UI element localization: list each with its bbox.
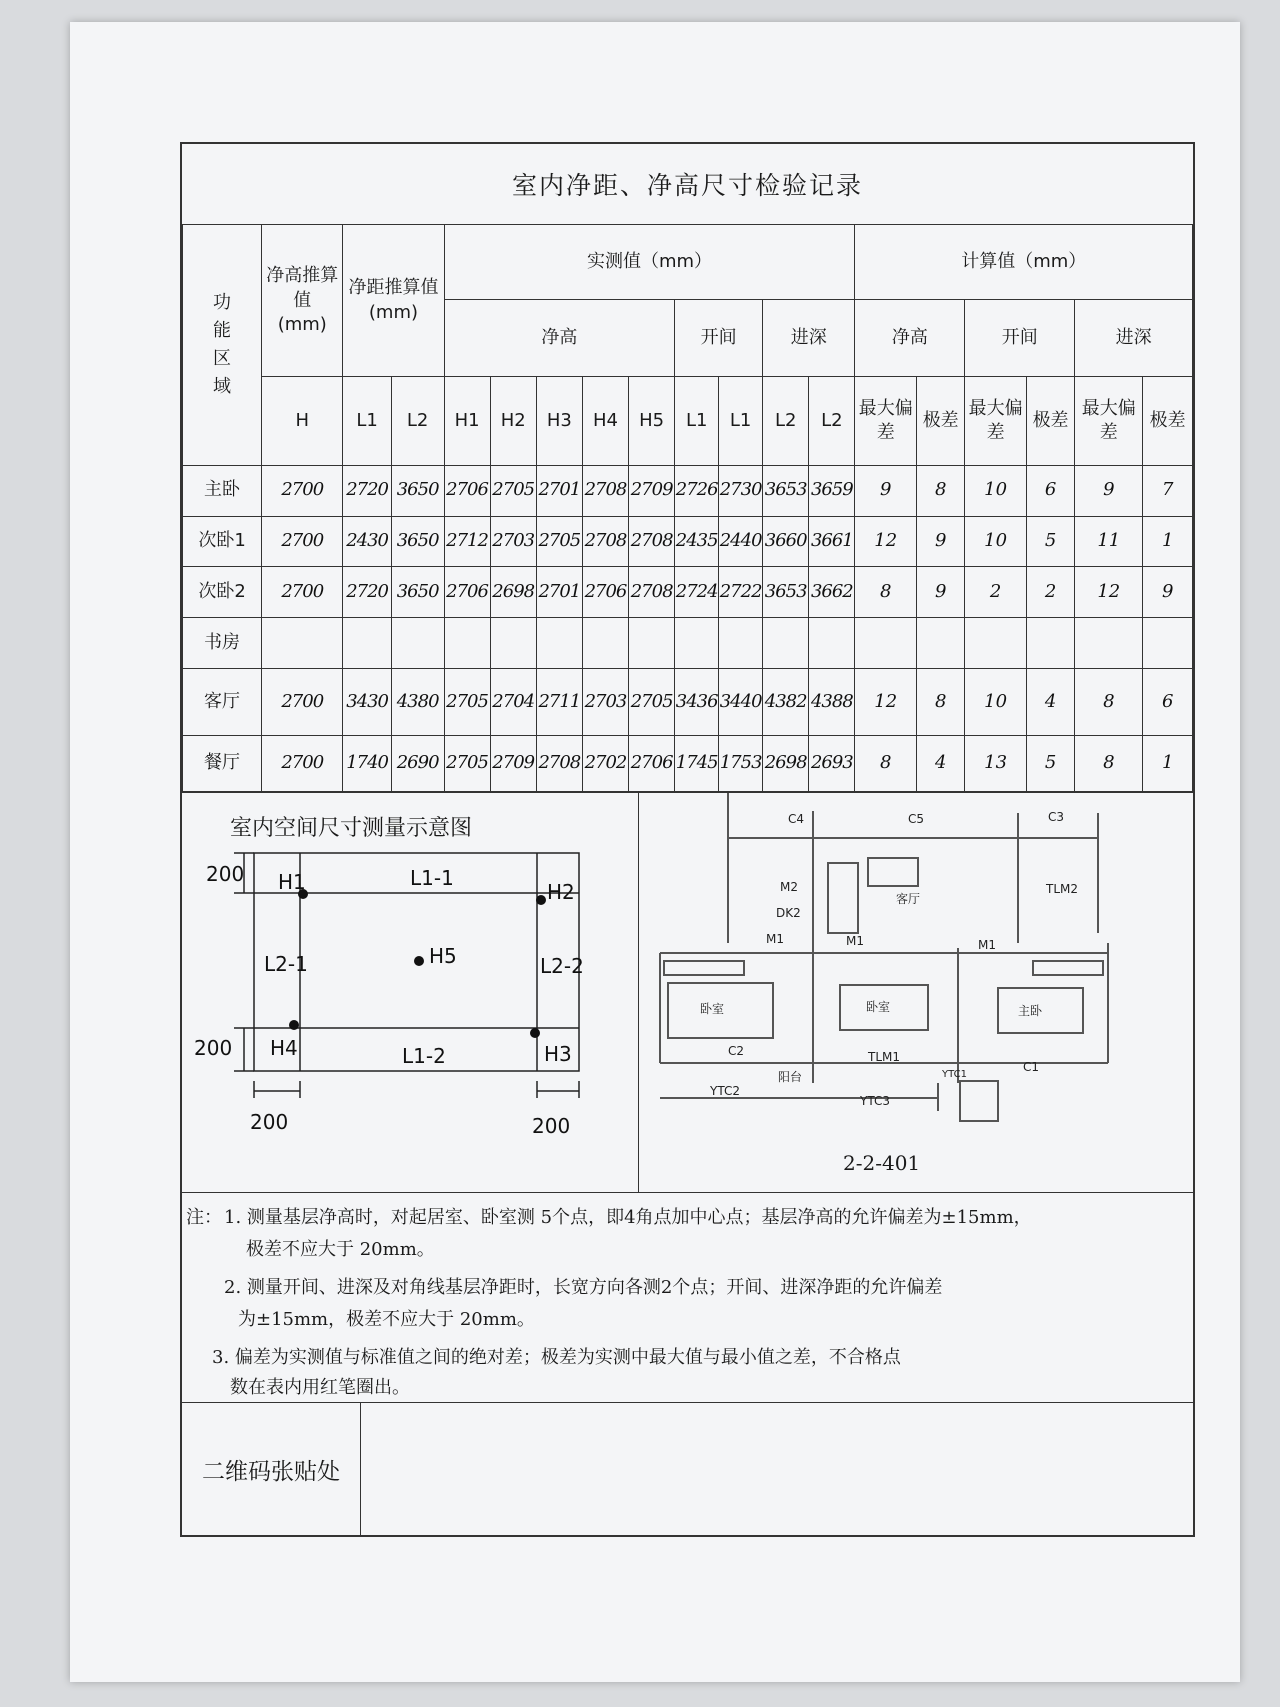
header-calc: 计算值（mm）: [855, 225, 1193, 300]
table-cell: 2706: [629, 735, 675, 791]
table-cell: 2708: [582, 516, 628, 567]
table-cell: 2705: [629, 668, 675, 735]
table-cell: 3662: [809, 567, 855, 618]
table-cell: 13: [965, 735, 1027, 791]
table-cell: 2705: [490, 465, 536, 516]
table-cell: 2698: [490, 567, 536, 618]
label-l21: L2-1: [264, 952, 308, 976]
table-row: [183, 465, 1193, 516]
plan-c4: C4: [788, 812, 805, 826]
table-cell: [965, 618, 1027, 669]
table-cell: 3650: [391, 567, 444, 618]
label-h2: H2: [547, 880, 575, 904]
label-h3: H3: [544, 1042, 572, 1066]
col-H: H: [262, 377, 343, 465]
row-label: 书房: [183, 618, 262, 669]
header-kaijian: 开间: [675, 299, 763, 377]
table-cell: 2730: [719, 465, 763, 516]
table-cell: 11: [1075, 516, 1143, 567]
table-cell: 2706: [444, 465, 490, 516]
table-cell: 2435: [675, 516, 719, 567]
table-cell: 9: [855, 465, 917, 516]
table-cell: 4382: [763, 668, 809, 735]
measurement-table: [182, 224, 1193, 792]
notes-prefix: 注：: [186, 1207, 222, 1228]
dim-label-bottom: 200: [194, 1036, 233, 1060]
table-cell: [917, 618, 965, 669]
table-cell: 8: [1075, 735, 1143, 791]
label-h4: H4: [270, 1036, 298, 1060]
qr-label: 二维码张贴处: [182, 1403, 361, 1536]
table-cell: 2720: [343, 465, 391, 516]
label-l22: L2-2: [540, 954, 584, 978]
col-H2: H2: [490, 377, 536, 465]
table-cell: 2700: [262, 516, 343, 567]
table-cell: [855, 618, 917, 669]
plan-dk2: DK2: [776, 906, 801, 920]
table-cell: 1753: [719, 735, 763, 791]
table-cell: 4: [917, 735, 965, 791]
col-jg-maxdev: 最大偏差: [855, 377, 917, 465]
point-h4: [289, 1020, 299, 1030]
table-cell: 3659: [809, 465, 855, 516]
col-js-range: 极差: [1143, 377, 1193, 465]
plan-keting: 客厅: [896, 892, 921, 906]
table-cell: [582, 618, 628, 669]
table-cell: 1: [1143, 516, 1193, 567]
table-cell: 10: [965, 516, 1027, 567]
dim-label-right: 200: [532, 1114, 571, 1138]
label-l12: L1-2: [402, 1044, 446, 1068]
table-cell: 2701: [536, 465, 582, 516]
col-kaijian-L1a: L1: [675, 377, 719, 465]
table-cell: 2708: [582, 465, 628, 516]
col-H5: H5: [629, 377, 675, 465]
plan-m1-c: M1: [978, 938, 996, 952]
table-cell: 2430: [343, 516, 391, 567]
plan-c2: C2: [728, 1044, 745, 1058]
table-cell: 1745: [675, 735, 719, 791]
row-label: 客厅: [183, 668, 262, 735]
table-cell: 3430: [343, 668, 391, 735]
note-1b: 极差不应大于 20mm。: [246, 1239, 435, 1260]
plan-ytc2: YTC2: [710, 1084, 740, 1098]
row-label: 主卧: [183, 465, 262, 516]
table-cell: 2: [1026, 567, 1074, 618]
table-cell: 10: [965, 465, 1027, 516]
table-cell: 2702: [582, 735, 628, 791]
table-cell: 4: [1026, 668, 1074, 735]
point-h5: [414, 956, 424, 966]
note-3a: 3. 偏差为实测值与标准值之间的绝对差；极差为实测中最大值与最小值之差，不合格点: [212, 1347, 901, 1368]
table-cell: [675, 618, 719, 669]
inspection-form: [180, 142, 1195, 1537]
table-cell: 6: [1026, 465, 1074, 516]
floor-plan: [638, 793, 1193, 1193]
table-cell: 2726: [675, 465, 719, 516]
table-cell: [1075, 618, 1143, 669]
table-cell: [719, 618, 763, 669]
header-area: 功能区域: [183, 225, 262, 466]
table-cell: 2698: [763, 735, 809, 791]
table-cell: 12: [855, 516, 917, 567]
table-cell: 2708: [629, 516, 675, 567]
header-calc-kaijian: 开间: [965, 299, 1075, 377]
table-cell: 2700: [262, 465, 343, 516]
point-h2: [536, 895, 546, 905]
table-cell: 2708: [629, 567, 675, 618]
table-cell: 4388: [809, 668, 855, 735]
col-jinshen-L2a: L2: [763, 377, 809, 465]
table-cell: 2703: [582, 668, 628, 735]
table-cell: 3661: [809, 516, 855, 567]
dim-label-left: 200: [250, 1110, 289, 1134]
table-cell: 2693: [809, 735, 855, 791]
table-cell: 2700: [262, 567, 343, 618]
table-cell: 10: [965, 668, 1027, 735]
table-cell: 2711: [536, 668, 582, 735]
table-cell: 2705: [444, 735, 490, 791]
label-h5: H5: [429, 944, 457, 968]
plan-c3: C3: [1048, 810, 1065, 824]
table-cell: 2701: [536, 567, 582, 618]
table-row: [183, 668, 1193, 735]
header-calc-jinggao: 净高: [855, 299, 965, 377]
notes-section: [182, 1192, 1193, 1403]
table-row: [183, 735, 1193, 791]
table-cell: 1740: [343, 735, 391, 791]
floor-plan-drawing: [638, 793, 1193, 1143]
col-kaijian-L1b: L1: [719, 377, 763, 465]
table-cell: 12: [855, 668, 917, 735]
note-2b: 为±15mm，极差不应大于 20mm。: [238, 1309, 535, 1330]
table-cell: 8: [855, 735, 917, 791]
measurement-diagram: [182, 793, 639, 1193]
header-jinshen: 进深: [763, 299, 855, 377]
table-cell: 2705: [536, 516, 582, 567]
table-cell: 2690: [391, 735, 444, 791]
sofa: [868, 858, 918, 886]
table-cell: 8: [917, 668, 965, 735]
row-label: 次卧1: [183, 516, 262, 567]
table-cell: 2706: [444, 567, 490, 618]
table-cell: 5: [1026, 516, 1074, 567]
col-kj-range: 极差: [1026, 377, 1074, 465]
table-cell: 2700: [262, 668, 343, 735]
plan-ytc1: YTC1: [942, 1069, 967, 1080]
col-jinshen-L2b: L2: [809, 377, 855, 465]
plan-zhuwo: 主卧: [1018, 1004, 1043, 1018]
table-cell: [536, 618, 582, 669]
kitchen-counter: [828, 863, 858, 933]
plan-c1: C1: [1023, 1060, 1040, 1074]
point-h3: [530, 1028, 540, 1038]
note-2a: 2. 测量开间、进深及对角线基层净距时，长宽方向各测2个点；开间、进深净距的允许偏差: [224, 1277, 943, 1298]
table-cell: 3660: [763, 516, 809, 567]
col-js-maxdev: 最大偏差: [1075, 377, 1143, 465]
table-cell: 2722: [719, 567, 763, 618]
table-cell: 8: [917, 465, 965, 516]
table-cell: 9: [1143, 567, 1193, 618]
header-jg-est: 净高推算值 (mm): [262, 225, 343, 377]
table-cell: [629, 618, 675, 669]
table-cell: 2700: [262, 735, 343, 791]
plan-tlm2: TLM2: [1046, 882, 1079, 896]
stair-box: [960, 1081, 998, 1121]
table-cell: 2709: [490, 735, 536, 791]
note-1a: 1. 测量基层净高时，对起居室、卧室测 5个点，即4角点加中心点；基层净高的允许偏差为±15mm，: [224, 1207, 1032, 1228]
dim-label-top: 200: [206, 862, 245, 886]
table-cell: [490, 618, 536, 669]
table-cell: 2705: [444, 668, 490, 735]
plan-ytc3: YTC3: [860, 1094, 890, 1108]
plan-m2: M2: [780, 880, 798, 894]
row-label: 餐厅: [183, 735, 262, 791]
table-cell: 2706: [582, 567, 628, 618]
paper-sheet: [70, 22, 1240, 1682]
header-measured: 实测值（mm）: [444, 225, 855, 300]
diagram-title: 室内空间尺寸测量示意图: [230, 816, 473, 841]
table-cell: 8: [1075, 668, 1143, 735]
table-cell: [444, 618, 490, 669]
table-cell: [809, 618, 855, 669]
note-3b: 数在表内用红笔圈出。: [230, 1377, 410, 1398]
col-L2: L2: [391, 377, 444, 465]
label-l11: L1-1: [410, 866, 454, 890]
table-cell: [763, 618, 809, 669]
diagram-section: [182, 792, 1193, 1193]
col-L1: L1: [343, 377, 391, 465]
table-row: [183, 567, 1193, 618]
row-label: 次卧2: [183, 567, 262, 618]
table-cell: 2703: [490, 516, 536, 567]
plan-yangtai: 阳台: [778, 1070, 803, 1084]
table-cell: 2709: [629, 465, 675, 516]
table-cell: 7: [1143, 465, 1193, 516]
header-jinggao: 净高: [444, 299, 675, 377]
table-cell: [262, 618, 343, 669]
table-cell: 2708: [536, 735, 582, 791]
table-row: [183, 618, 1193, 669]
table-cell: 1: [1143, 735, 1193, 791]
table-cell: 3650: [391, 465, 444, 516]
diagram-drawing: [182, 793, 638, 1193]
plan-m1-b: M1: [846, 934, 864, 948]
col-kj-maxdev: 最大偏差: [965, 377, 1027, 465]
plan-tlm1: TLM1: [868, 1050, 901, 1064]
table-cell: 3653: [763, 465, 809, 516]
table-cell: 9: [917, 516, 965, 567]
table-row: [183, 516, 1193, 567]
wardrobe-2: [1033, 961, 1103, 975]
table-cell: 2720: [343, 567, 391, 618]
table-cell: [1026, 618, 1074, 669]
plan-woshi-1: 卧室: [700, 1002, 725, 1016]
table-cell: 3650: [391, 516, 444, 567]
qr-section: [182, 1402, 1193, 1536]
label-h1: H1: [278, 870, 306, 894]
table-cell: 8: [855, 567, 917, 618]
table-cell: 9: [1075, 465, 1143, 516]
table-cell: [343, 618, 391, 669]
header-calc-jinshen: 进深: [1075, 299, 1193, 377]
table-cell: 2704: [490, 668, 536, 735]
table-cell: 6: [1143, 668, 1193, 735]
table-cell: 2724: [675, 567, 719, 618]
form-title: 室内净距、净高尺寸检验记录: [182, 144, 1193, 225]
col-H3: H3: [536, 377, 582, 465]
table-cell: 3653: [763, 567, 809, 618]
col-H1: H1: [444, 377, 490, 465]
table-cell: [1143, 618, 1193, 669]
plan-woshi-2: 卧室: [866, 1000, 891, 1014]
plan-label: 2-2-401: [843, 1151, 921, 1175]
col-jg-range: 极差: [917, 377, 965, 465]
table-cell: 9: [917, 567, 965, 618]
table-cell: 5: [1026, 735, 1074, 791]
table-cell: 2712: [444, 516, 490, 567]
table-cell: [391, 618, 444, 669]
plan-m1-a: M1: [766, 932, 784, 946]
table-cell: 2: [965, 567, 1027, 618]
col-H4: H4: [582, 377, 628, 465]
table-cell: 2440: [719, 516, 763, 567]
table-cell: 4380: [391, 668, 444, 735]
table-cell: 3436: [675, 668, 719, 735]
table-cell: 3440: [719, 668, 763, 735]
header-jj-est: 净距推算值 (mm): [343, 225, 444, 377]
wardrobe-1: [664, 961, 744, 975]
plan-c5: C5: [908, 812, 925, 826]
table-cell: 12: [1075, 567, 1143, 618]
